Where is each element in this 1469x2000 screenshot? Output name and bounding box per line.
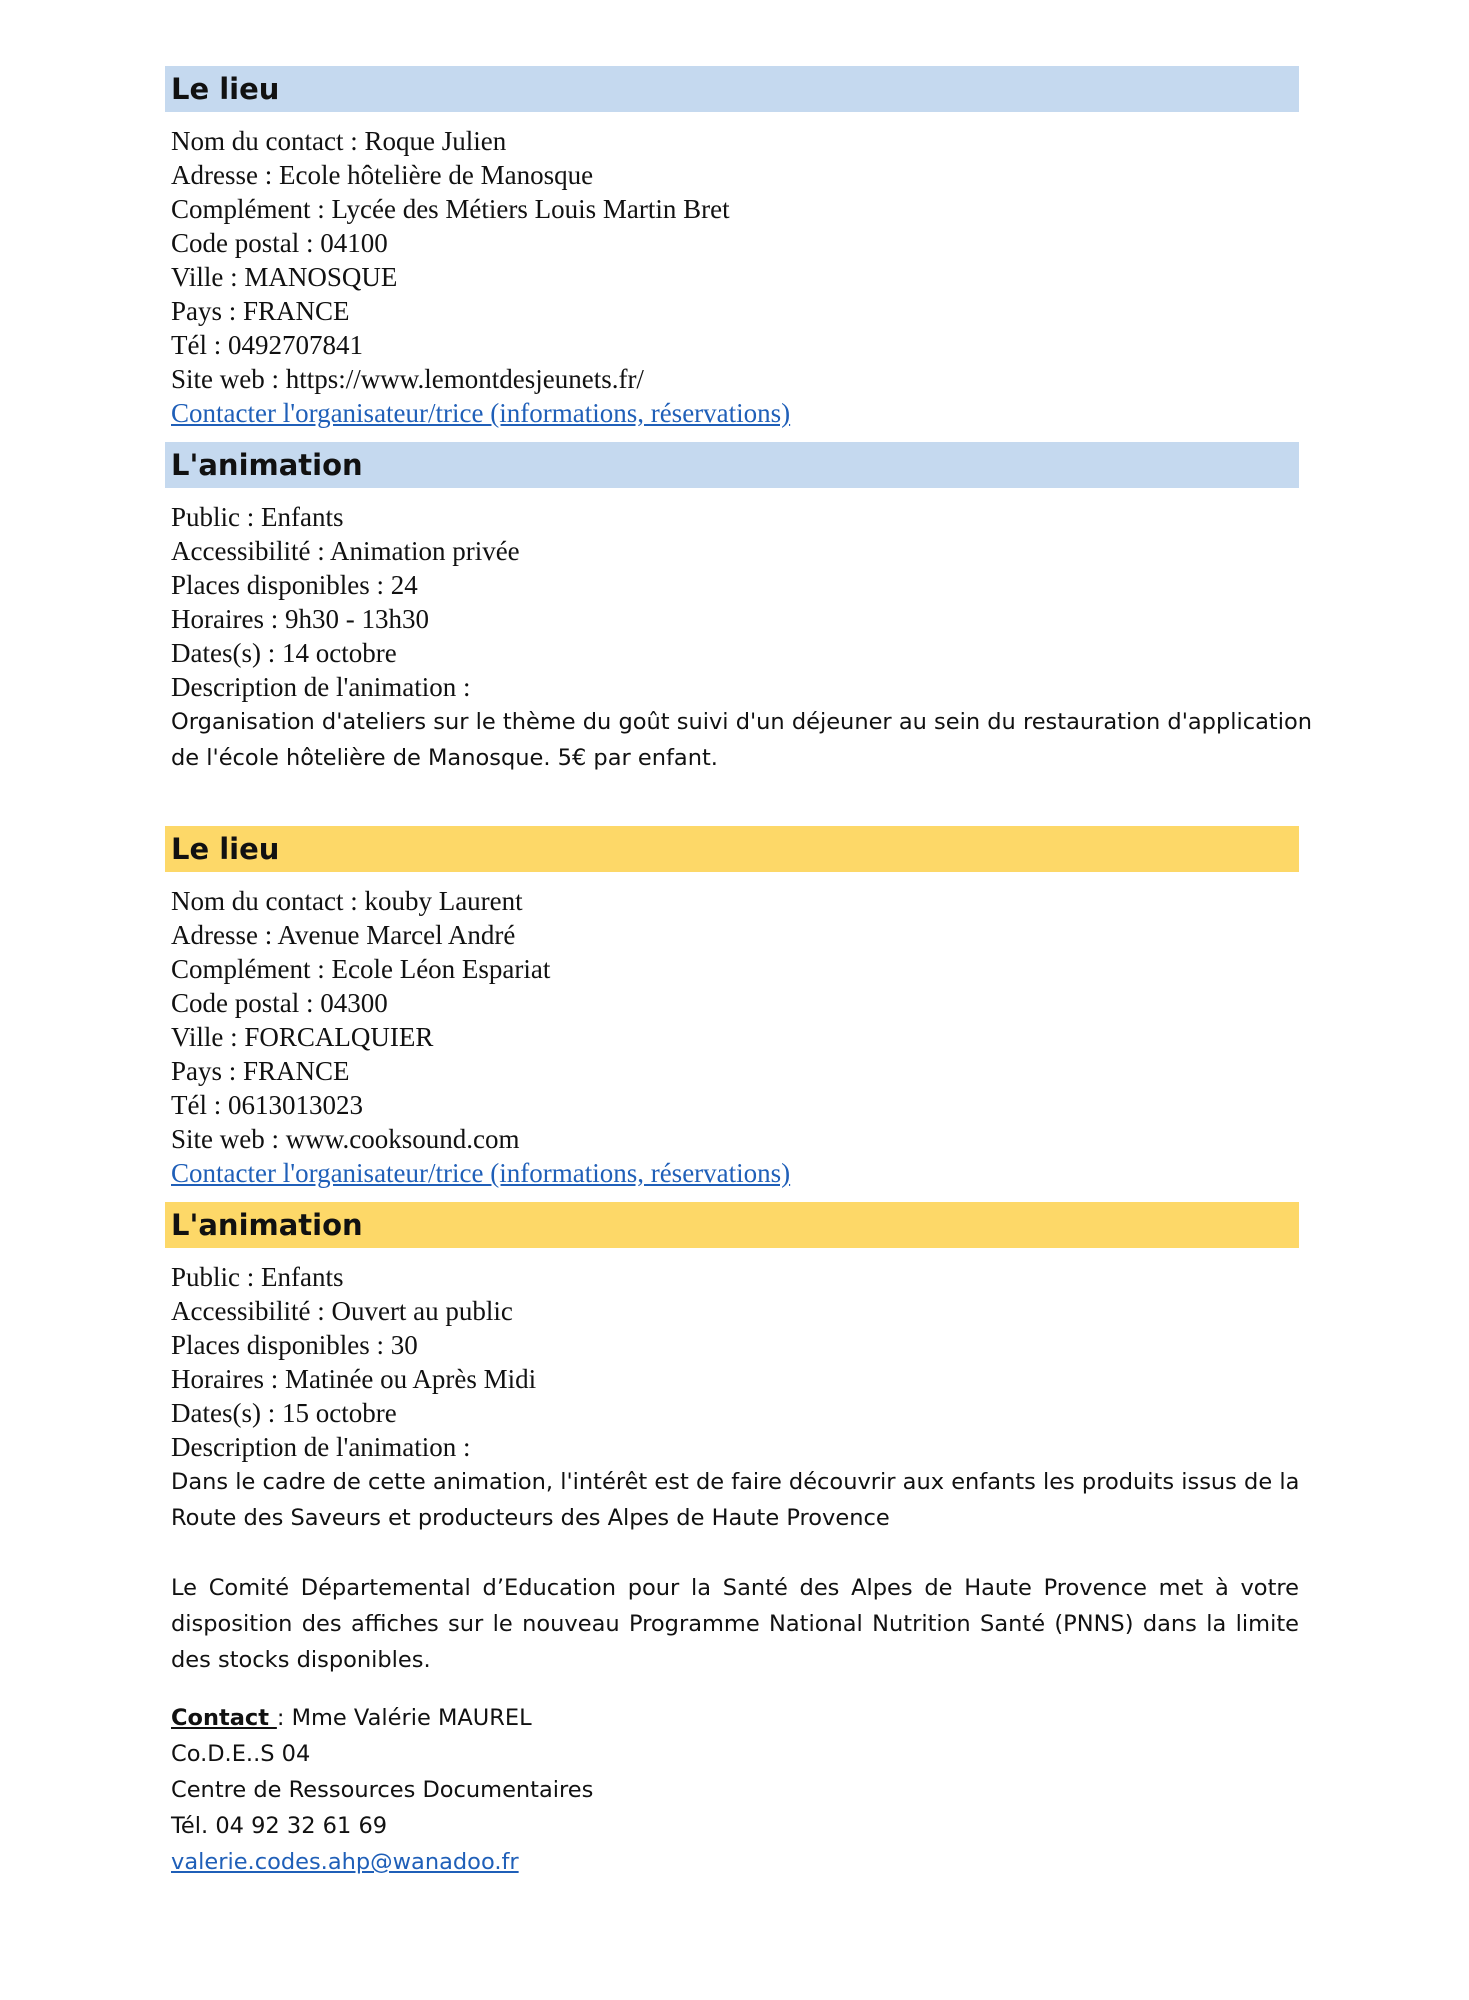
lieu-details-2 (165, 884, 1299, 1190)
address-line: Adresse : Avenue Marcel André (171, 920, 516, 950)
animation-description-2 (165, 1464, 1299, 1536)
complement-line: Complément : Lycée des Métiers Louis Martin Bret (171, 194, 730, 224)
contact-person: : Mme Valérie MAUREL (276, 1705, 532, 1731)
hours-line: Horaires : Matinée ou Après Midi (171, 1364, 537, 1394)
description-line: Route des Saveurs et producteurs des Alpes de Haute Provence (171, 1505, 890, 1531)
document-page (165, 66, 1313, 1880)
public-line: Public : Enfants (171, 1262, 344, 1292)
description-line: de l'école hôtelière de Manosque. 5€ par enfant. (171, 745, 718, 771)
description-label: Description de l'animation : (171, 1432, 471, 1462)
animation-details-2 (165, 1260, 1299, 1464)
contact-phone: Tél. 04 92 32 61 69 (171, 1813, 388, 1839)
phone-line: Tél : 0492707841 (171, 330, 363, 360)
section-heading-lieu-1: Le lieu (165, 66, 1299, 112)
postal-code-line: Code postal : 04100 (171, 228, 388, 258)
contact-organization: Co.D.E..S 04 (171, 1741, 311, 1767)
hours-line: Horaires : 9h30 - 13h30 (171, 604, 429, 634)
contact-center: Centre de Ressources Documentaires (171, 1777, 594, 1803)
country-line: Pays : FRANCE (171, 296, 350, 326)
contact-label: Contact (171, 1705, 277, 1731)
website-line: Site web : www.cooksound.com (171, 1124, 520, 1154)
contact-name-line: Nom du contact : Roque Julien (171, 126, 507, 156)
address-line: Adresse : Ecole hôtelière de Manosque (171, 160, 594, 190)
pnns-notice: Le Comité Départemental d’Education pour la Santé des Alpes de Haute Provence met à votre disposition des affiches sur le nouveau Programme National Nutrition Santé (PNNS) dans la limite des stocks disponibles. (171, 1575, 1299, 1673)
complement-line: Complément : Ecole Léon Espariat (171, 954, 551, 984)
contact-block (165, 1700, 1299, 1880)
section-heading-animation-1: L'animation (165, 442, 1299, 488)
public-line: Public : Enfants (171, 502, 344, 532)
places-line: Places disponibles : 24 (171, 570, 418, 600)
contact-name-line: Nom du contact : kouby Laurent (171, 886, 523, 916)
description-label: Description de l'animation : (171, 672, 471, 702)
section-heading-animation-2: L'animation (165, 1202, 1299, 1248)
accessibility-line: Accessibilité : Ouvert au public (171, 1296, 513, 1326)
contact-organizer-link[interactable]: Contacter l'organisateur/trice (informations, réservations) (171, 398, 791, 428)
dates-line: Dates(s) : 14 octobre (171, 638, 397, 668)
city-line: Ville : MANOSQUE (171, 262, 398, 292)
places-line: Places disponibles : 30 (171, 1330, 418, 1360)
contact-organizer-link[interactable]: Contacter l'organisateur/trice (informations, réservations) (171, 1158, 791, 1188)
lieu-details-1 (165, 124, 1299, 430)
phone-line: Tél : 0613013023 (171, 1090, 363, 1120)
accessibility-line: Accessibilité : Animation privée (171, 536, 520, 566)
animation-details-1 (165, 500, 1299, 704)
contact-email-link[interactable]: valerie.codes.ahp@wanadoo.fr (171, 1849, 519, 1875)
animation-description-1 (165, 704, 1313, 776)
website-line: Site web : https://www.lemontdesjeunets.fr/ (171, 364, 644, 394)
description-line: Organisation d'ateliers sur le thème du goût suivi d'un déjeuner au sein du restauration d'application (171, 709, 1313, 735)
postal-code-line: Code postal : 04300 (171, 988, 388, 1018)
description-line: Dans le cadre de cette animation, l'intérêt est de faire découvrir aux enfants les produits issus de la (171, 1469, 1300, 1495)
city-line: Ville : FORCALQUIER (171, 1022, 434, 1052)
section-heading-lieu-2: Le lieu (165, 826, 1299, 872)
dates-line: Dates(s) : 15 octobre (171, 1398, 397, 1428)
country-line: Pays : FRANCE (171, 1056, 350, 1086)
